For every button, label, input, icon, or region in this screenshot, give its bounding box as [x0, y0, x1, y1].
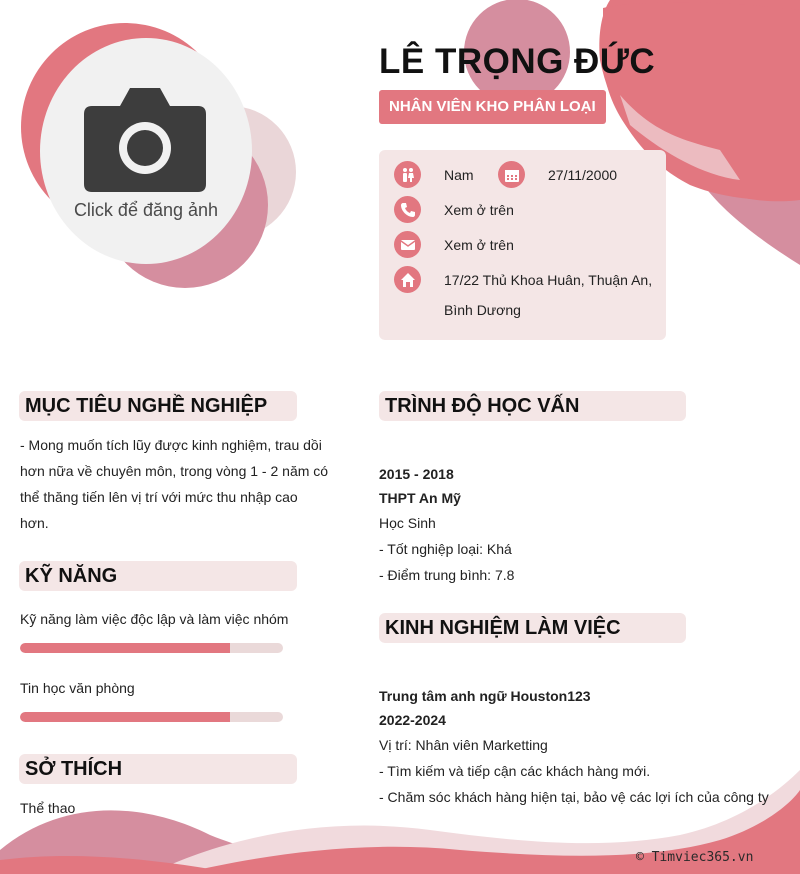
hobbies-heading: SỞ THÍCH [19, 754, 297, 784]
education-detail: - Điểm trung bình: 7.8 [379, 567, 515, 583]
education-role: Học Sinh [379, 515, 436, 531]
experience-company: Trung tâm anh ngữ Houston123 [379, 688, 591, 704]
skills-heading: KỸ NĂNG [19, 561, 297, 591]
education-detail: - Tốt nghiệp loại: Khá [379, 541, 512, 557]
skill-level-fill [20, 712, 230, 722]
experience-duty: - Tìm kiếm và tiếp cận các khách hàng mới. [379, 763, 651, 779]
education-heading: TRÌNH ĐỘ HỌC VẤN [379, 391, 686, 421]
birthday-value: 27/11/2000 [548, 167, 618, 183]
skill-name: Tin học văn phòng [20, 680, 135, 696]
calendar-icon [498, 161, 525, 188]
objective-heading: MỤC TIÊU NGHỀ NGHIỆP [19, 391, 297, 421]
experience-heading: KINH NGHIỆM LÀM VIỆC [379, 613, 686, 643]
skill-level-fill [20, 643, 230, 653]
job-title: NHÂN VIÊN KHO PHÂN LOẠI [379, 90, 606, 124]
objective-line: thể thăng tiến lên vị trí với mức thu nhập cao [20, 489, 298, 505]
education-period: 2015 - 2018 [379, 466, 454, 482]
experience-position: Vị trí: Nhân viên Marketting [379, 737, 548, 753]
objective-line: hơn. [20, 515, 49, 531]
gender-icon [394, 161, 421, 188]
address-line-1: 17/22 Thủ Khoa Huân, Thuận An, [444, 272, 653, 288]
avatar[interactable] [40, 38, 252, 264]
objective-line: - Mong muốn tích lũy được kinh nghiệm, trau dồi [20, 437, 322, 453]
experience-duty: - Chăm sóc khách hàng hiện tại, bảo vệ các lợi ích của công ty [379, 789, 769, 805]
email-icon [394, 231, 421, 258]
photo-hint: Click để đăng ảnh [73, 200, 219, 220]
hobby-item: Thể thao [20, 800, 76, 816]
objective-line: hơn nữa về chuyên môn, trong vòng 1 - 2 năm có [20, 463, 329, 479]
phone-icon [394, 196, 421, 223]
education-school: THPT An Mỹ [379, 490, 461, 506]
experience-period: 2022-2024 [379, 712, 446, 728]
candidate-name: LÊ TRỌNG ĐỨC [379, 42, 656, 81]
watermark: © Timviec365.vn [636, 850, 754, 865]
camera-icon [82, 84, 208, 194]
skill-name: Kỹ năng làm việc độc lập và làm việc nhóm [20, 611, 289, 627]
skill-level-bar [20, 643, 283, 653]
gender-value: Nam [444, 167, 474, 183]
skill-level-bar [20, 712, 283, 722]
home-icon [394, 266, 421, 293]
phone-value: Xem ở trên [444, 202, 514, 218]
email-value: Xem ở trên [444, 237, 514, 253]
address-line-2: Bình Dương [444, 302, 521, 318]
contact-info-box [379, 150, 666, 340]
